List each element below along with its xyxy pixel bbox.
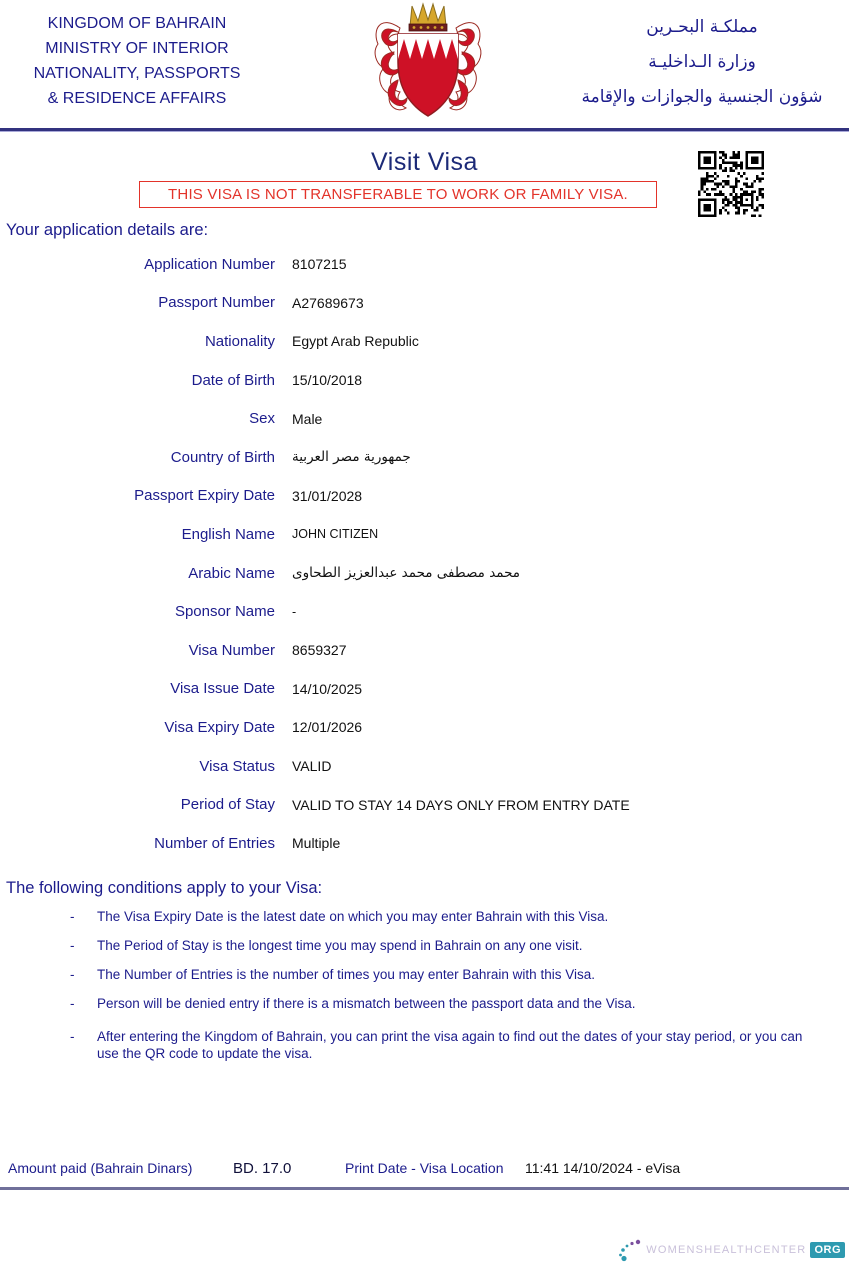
detail-row-nationality <box>0 322 849 361</box>
detail-value: 12/01/2026 <box>292 719 363 736</box>
detail-row-visa-status <box>0 747 849 786</box>
detail-value: Male <box>292 410 323 427</box>
bullet-dash: - <box>70 909 75 924</box>
detail-row-sponsor-name <box>0 592 849 631</box>
detail-row-country-of-birth <box>0 438 849 477</box>
detail-value: A27689673 <box>292 294 364 311</box>
bullet-dash: - <box>70 1029 75 1044</box>
non-transferable-notice: THIS VISA IS NOT TRANSFERABLE TO WORK OR FAMILY VISA. <box>139 181 657 208</box>
detail-value: 31/01/2028 <box>292 487 363 504</box>
condition-item <box>0 908 817 925</box>
watermark-dots-icon <box>616 1238 644 1262</box>
condition-text: The Period of Stay is the longest time you may spend in Bahrain on any one visit. <box>97 938 583 953</box>
print-date-label: Print Date - Visa Location <box>345 1160 504 1176</box>
detail-row-visa-issue-date <box>0 670 849 709</box>
detail-label: Visa Issue Date <box>170 680 275 698</box>
detail-row-number-of-entries <box>0 824 849 863</box>
watermark-org-badge: ORG <box>810 1242 845 1258</box>
detail-label: Country of Birth <box>170 448 275 466</box>
detail-value: JOHN CITIZEN <box>292 527 379 542</box>
detail-value: Multiple <box>292 835 341 852</box>
header-line-ar-1: مملكـة البحـرين <box>646 17 758 37</box>
detail-label: Date of Birth <box>191 371 275 389</box>
detail-value: - <box>292 604 297 619</box>
detail-row-passport-number <box>0 284 849 323</box>
header-line-en-1: KINGDOM OF BAHRAIN <box>47 15 227 32</box>
detail-label: Visa Expiry Date <box>164 718 275 736</box>
watermark-name: WOMENSHEALTHCENTER <box>646 1244 807 1256</box>
detail-row-sex <box>0 399 849 438</box>
detail-label: English Name <box>181 525 275 543</box>
conditions-heading: The following conditions apply to your Visa: <box>6 879 323 897</box>
detail-row-passport-expiry-date <box>0 477 849 516</box>
detail-value-arabic: جمهورية مصر العربية <box>292 449 411 466</box>
header-line-en-4: & RESIDENCE AFFAIRS <box>47 90 227 107</box>
ministry-name-arabic <box>567 10 837 115</box>
detail-label: Sponsor Name <box>174 603 275 621</box>
detail-label: Passport Expiry Date <box>134 487 275 505</box>
bullet-dash: - <box>70 996 75 1011</box>
ministry-name-english <box>12 11 262 111</box>
detail-value: 8107215 <box>292 256 347 273</box>
condition-item <box>0 1028 817 1062</box>
detail-row-date-of-birth <box>0 361 849 400</box>
detail-value: Egypt Arab Republic <box>292 333 419 350</box>
condition-text: Person will be denied entry if there is a mismatch between the passport data and the Visa. <box>97 996 636 1011</box>
detail-label: Number of Entries <box>154 834 275 852</box>
details-table <box>0 245 849 863</box>
detail-label: Visa Number <box>188 641 275 659</box>
detail-value-arabic: محمد مصطفى محمد عبدالعزيز الطحاوى <box>292 565 521 582</box>
detail-row-visa-expiry-date <box>0 708 849 747</box>
condition-text: After entering the Kingdom of Bahrain, you can print the visa again to find out the dates of your stay period, or you can use the QR code to update the visa. <box>97 1029 803 1061</box>
detail-label: Period of Stay <box>180 796 275 814</box>
detail-label: Passport Number <box>158 294 275 312</box>
detail-label: Visa Status <box>199 757 275 775</box>
detail-label: Nationality <box>204 332 275 350</box>
amount-paid-value: BD. 17.0 <box>233 1160 292 1177</box>
detail-row-visa-number <box>0 631 849 670</box>
header-line-ar-3: شؤون الجنسية والجوازات والإقامة <box>581 87 823 107</box>
condition-text: The Visa Expiry Date is the latest date on which you may enter Bahrain with this Visa. <box>97 909 609 924</box>
header-line-en-3: NATIONALITY, PASSPORTS <box>33 65 241 82</box>
bullet-dash: - <box>70 938 75 953</box>
footer-summary <box>0 1160 849 1180</box>
page-title: Visit Visa <box>371 148 478 176</box>
condition-item <box>0 995 817 1012</box>
detail-row-period-of-stay <box>0 785 849 824</box>
detail-value: 8659327 <box>292 642 347 659</box>
footer-divider <box>0 1187 849 1190</box>
detail-value: 14/10/2025 <box>292 680 363 697</box>
amount-paid-label: Amount paid (Bahrain Dinars) <box>8 1160 193 1176</box>
header-divider <box>0 128 849 132</box>
conditions-list <box>0 908 830 1074</box>
bullet-dash: - <box>70 967 75 982</box>
header-line-ar-2: وزارة الـداخليـة <box>648 52 756 72</box>
print-date-value: 11:41 14/10/2024 - eVisa <box>525 1160 681 1176</box>
detail-row-arabic-name <box>0 554 849 593</box>
detail-value: VALID <box>292 758 332 775</box>
detail-value: VALID TO STAY 14 DAYS ONLY FROM ENTRY DATE <box>292 796 630 813</box>
detail-row-application-number <box>0 245 849 284</box>
header-line-en-2: MINISTRY OF INTERIOR <box>45 40 229 57</box>
watermark <box>616 1238 845 1262</box>
qr-code <box>698 151 764 217</box>
detail-label: Application Number <box>144 255 275 273</box>
condition-item <box>0 966 817 983</box>
detail-value: 15/10/2018 <box>292 372 363 389</box>
condition-text: The Number of Entries is the number of times you may enter Bahrain with this Visa. <box>97 967 595 982</box>
condition-item <box>0 937 817 954</box>
detail-row-english-name <box>0 515 849 554</box>
details-heading: Your application details are: <box>6 221 209 239</box>
detail-label: Sex <box>249 410 275 428</box>
detail-label: Arabic Name <box>188 564 275 582</box>
bahrain-coat-of-arms-icon <box>372 0 484 124</box>
